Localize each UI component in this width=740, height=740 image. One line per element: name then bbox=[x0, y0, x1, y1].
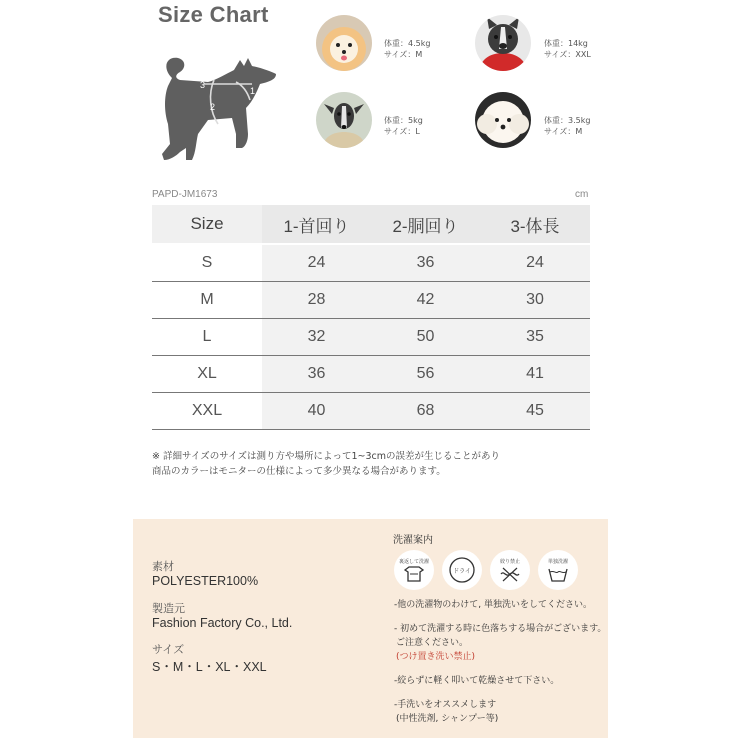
unit-label: cm bbox=[575, 189, 589, 200]
table-row bbox=[152, 356, 590, 393]
dog-silhouette bbox=[162, 58, 276, 160]
care-line: -絞らずに軽く叩いて乾燥させて下さい。 bbox=[394, 676, 560, 686]
cell-chest: 50 bbox=[371, 319, 480, 356]
model-size: サイズ：XXL bbox=[544, 50, 591, 59]
model-size: サイズ：L bbox=[384, 127, 420, 136]
header-length: 3-体長 bbox=[480, 205, 590, 244]
cell-length: 24 bbox=[480, 244, 590, 282]
material-value: POLYESTER100% bbox=[152, 574, 259, 588]
note-line: ※ 詳細サイズのサイズは測り方や場所によって1~3cmの誤差が生じることがあり bbox=[152, 451, 500, 462]
cell-neck: 24 bbox=[262, 244, 371, 282]
cell-chest: 36 bbox=[371, 244, 480, 282]
label-2: 2 bbox=[210, 102, 216, 112]
cell-neck: 32 bbox=[262, 319, 371, 356]
maker-label: 製造元 bbox=[152, 603, 185, 615]
care-icon-caption: 単独洗濯 bbox=[547, 559, 568, 565]
model-photo-bulldog bbox=[475, 15, 531, 71]
label-1: 1 bbox=[250, 86, 256, 96]
size-label: サイズ bbox=[152, 644, 185, 656]
care-icon-caption: 絞り禁止 bbox=[499, 559, 520, 565]
page-title: Size Chart bbox=[158, 2, 269, 27]
no-wring-icon bbox=[490, 550, 530, 590]
header-neck: 1-首回り bbox=[262, 205, 371, 244]
size-note bbox=[152, 449, 592, 479]
note-line: 商品のカラーはモニターの仕様によって多少異なる場合があります。 bbox=[152, 466, 446, 477]
care-line: (中性洗剤, シャンプー等) bbox=[396, 714, 499, 724]
table-row bbox=[152, 393, 590, 430]
model-photo-pomeranian bbox=[316, 15, 372, 71]
material-label: 素材 bbox=[152, 561, 174, 573]
care-line: -他の洗濯物のわけて, 単独洗いをしてください。 bbox=[394, 600, 592, 610]
table-row bbox=[152, 244, 590, 282]
product-code: PAPD-JM1673 bbox=[152, 189, 218, 200]
cell-size: M bbox=[152, 282, 262, 319]
cell-size: XL bbox=[152, 356, 262, 393]
model-size: サイズ：M bbox=[544, 127, 583, 136]
cell-length: 41 bbox=[480, 356, 590, 393]
wash-bowl-icon bbox=[538, 550, 578, 590]
model-size: サイズ：M bbox=[384, 50, 423, 59]
cell-length: 35 bbox=[480, 319, 590, 356]
model-weight: 体重：14kg bbox=[544, 39, 588, 48]
model-info-1 bbox=[384, 38, 430, 60]
model-info-3 bbox=[384, 115, 423, 137]
size-value: S・M・L・XL・XXL bbox=[152, 660, 267, 674]
cell-neck: 40 bbox=[262, 393, 371, 430]
care-line: -手洗いをオススメします bbox=[394, 700, 497, 710]
label-3: 3 bbox=[200, 80, 206, 90]
cell-length: 45 bbox=[480, 393, 590, 430]
dry-icon bbox=[442, 550, 482, 590]
size-table bbox=[152, 205, 590, 430]
maker-value: Fashion Factory Co., Ltd. bbox=[152, 616, 293, 630]
model-info-4 bbox=[544, 115, 590, 137]
care-icon-caption: 裏返して洗濯 bbox=[398, 559, 429, 565]
cell-chest: 56 bbox=[371, 356, 480, 393]
model-info-2 bbox=[544, 38, 591, 60]
cell-neck: 36 bbox=[262, 356, 371, 393]
care-title: 洗濯案内 bbox=[393, 535, 433, 546]
care-line: - 初めて洗濯する時に色落ちする場合がございます。 bbox=[394, 624, 607, 634]
table-row bbox=[152, 282, 590, 319]
model-weight: 体重：4.5kg bbox=[384, 39, 431, 48]
cell-neck: 28 bbox=[262, 282, 371, 319]
care-line: ご注意ください。 bbox=[396, 638, 469, 648]
cell-size: S bbox=[152, 244, 262, 282]
model-photo-greyhound bbox=[316, 92, 372, 148]
cell-size: L bbox=[152, 319, 262, 356]
cell-chest: 68 bbox=[371, 393, 480, 430]
table-header-row bbox=[152, 205, 590, 244]
model-photo-maltese bbox=[475, 92, 531, 148]
cell-length: 30 bbox=[480, 282, 590, 319]
cell-chest: 42 bbox=[371, 282, 480, 319]
hand-wash-icon bbox=[394, 550, 434, 590]
header-chest: 2-胴回り bbox=[371, 205, 480, 244]
model-weight: 体重：5kg bbox=[384, 116, 423, 125]
table-row bbox=[152, 319, 590, 356]
care-warning: (つけ置き洗い禁止) bbox=[396, 652, 476, 662]
header-size: Size bbox=[152, 205, 262, 244]
model-weight: 体重：3.5kg bbox=[544, 116, 591, 125]
care-icon-caption: ドライ bbox=[453, 568, 471, 575]
cell-size: XXL bbox=[152, 393, 262, 430]
dog-measurement-diagram bbox=[152, 52, 282, 167]
